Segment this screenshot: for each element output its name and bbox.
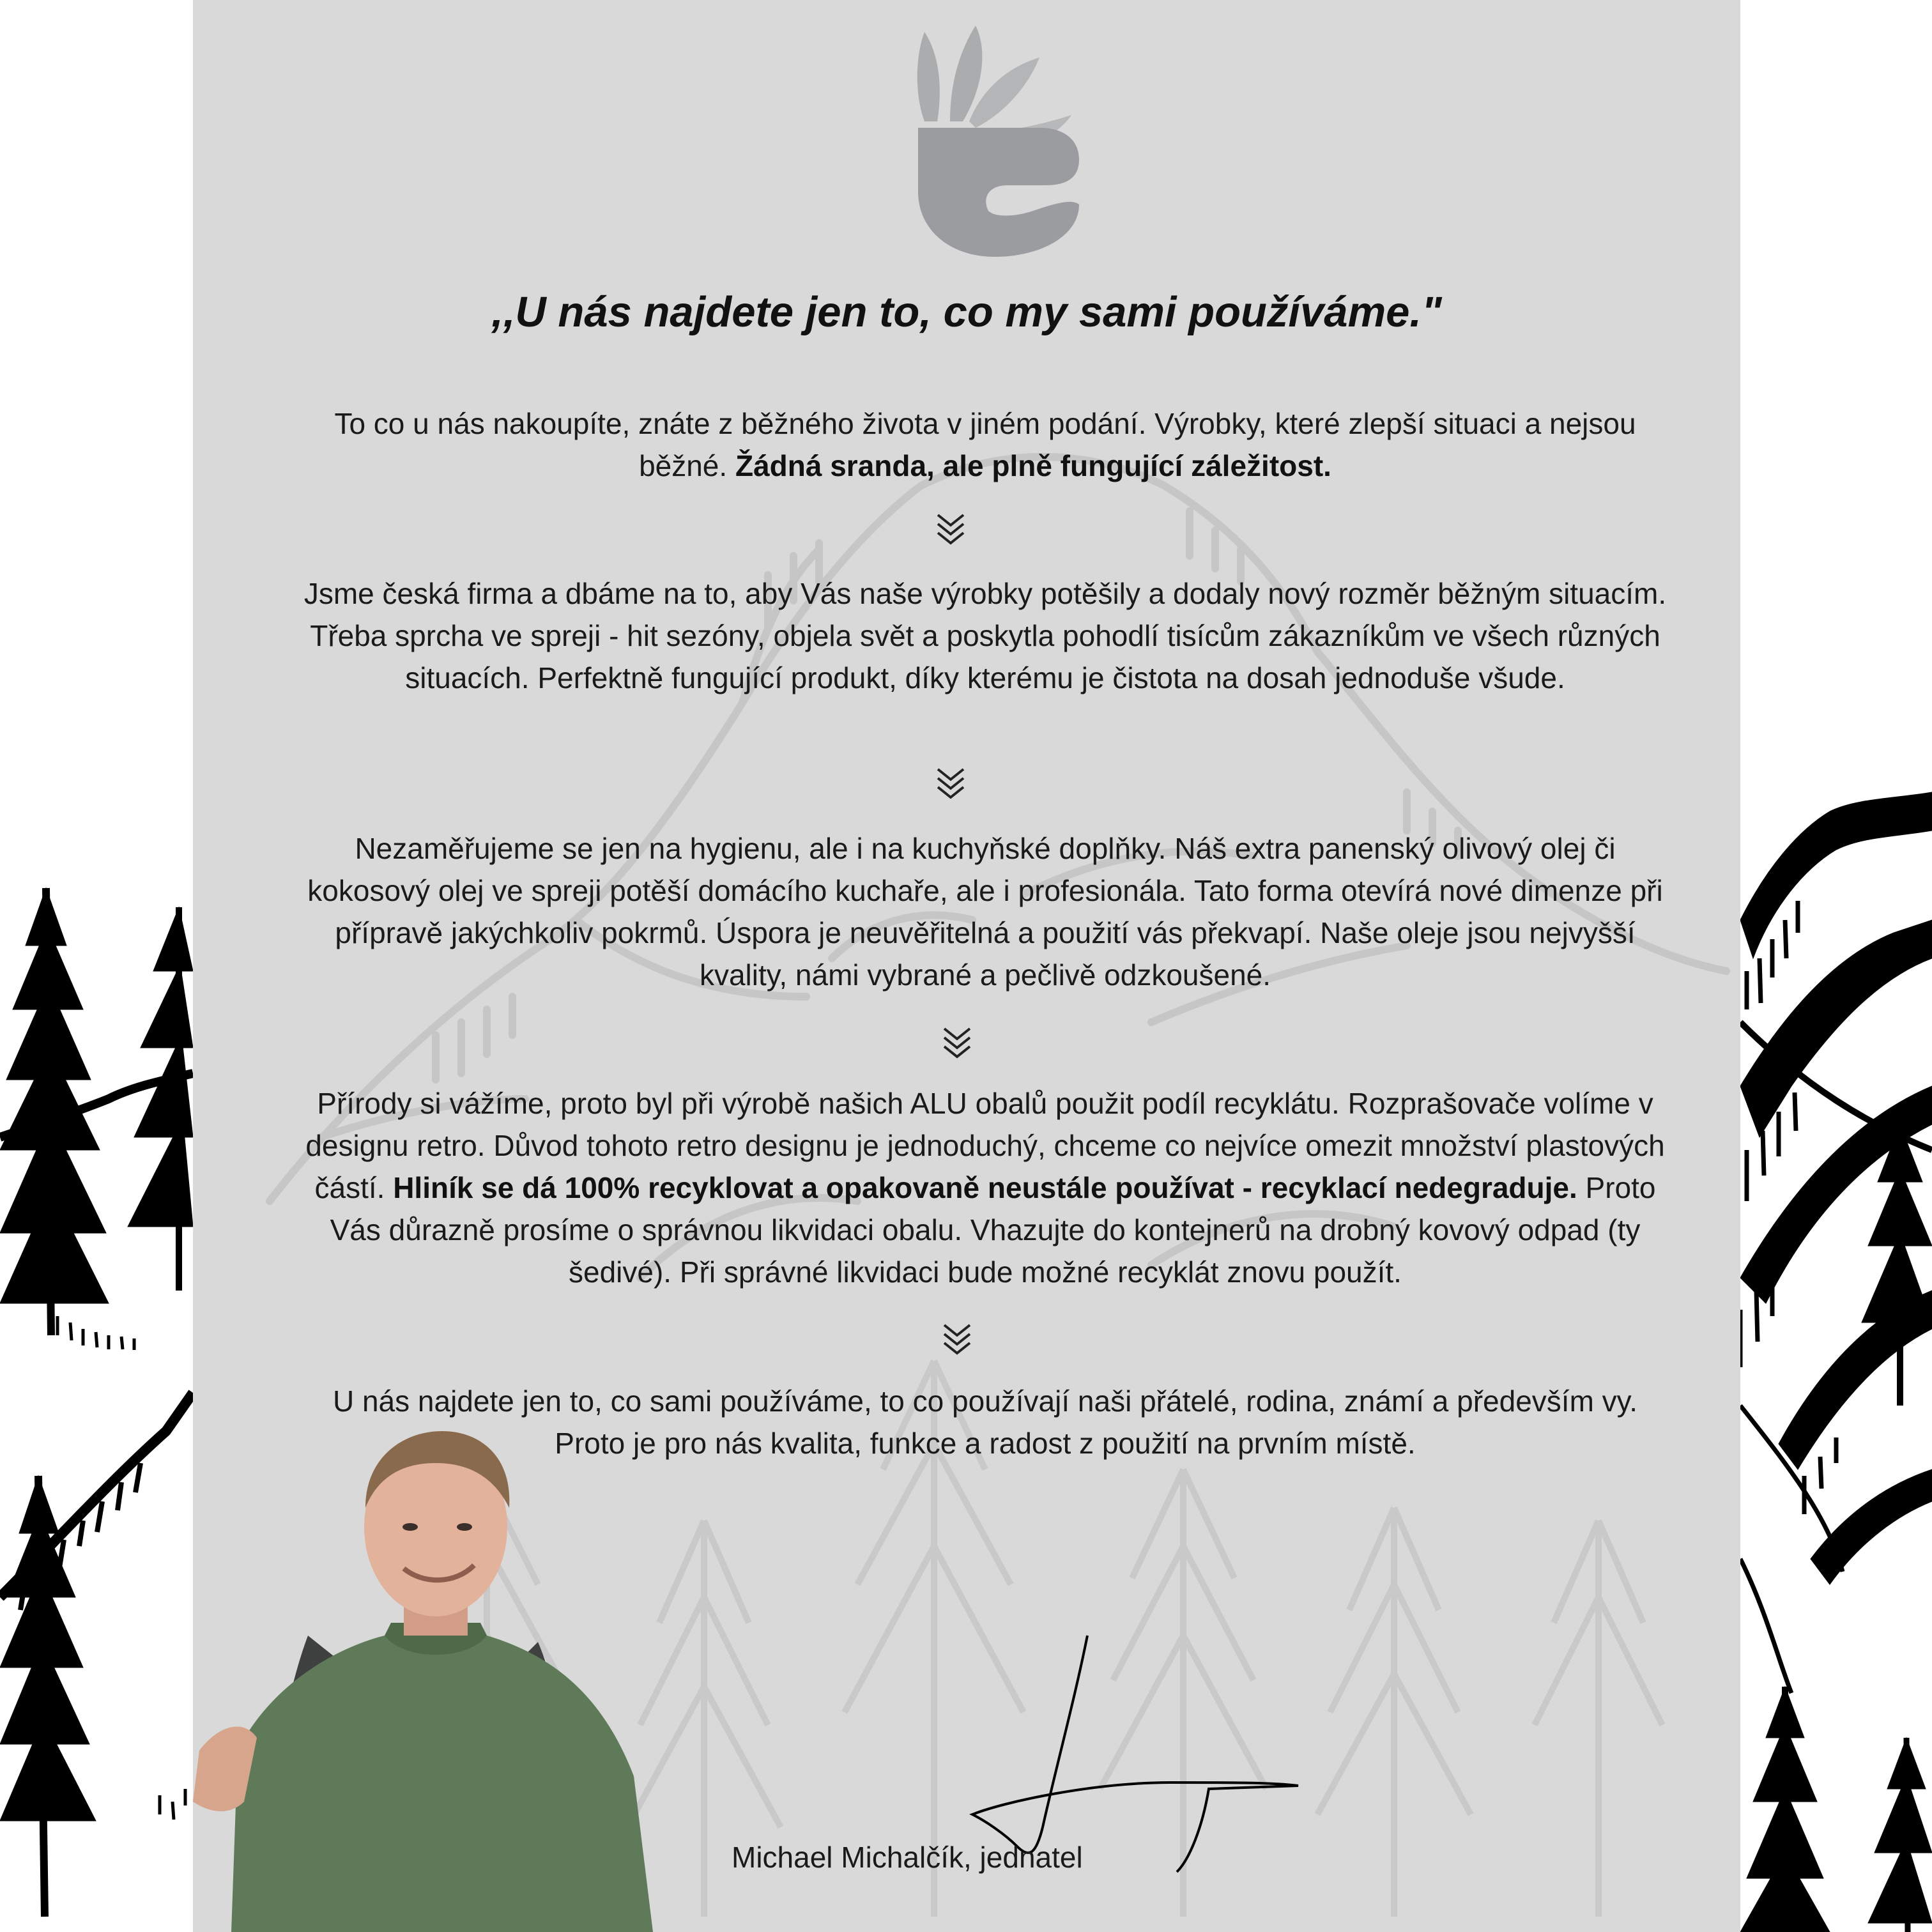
paragraph-recycling-bold: Hliník se dá 100% recyklovat a opakovaně neustále používat - recyklací nedegraduje. — [393, 1171, 1577, 1204]
left-forest-illustration — [0, 0, 193, 1932]
double-chevron-down-icon — [941, 1025, 973, 1061]
paragraph-closing: U nás najdete jen to, co sami používáme, to co používají naši přátelé, rodina, známí a především vy. Proto je pro nás kvalita, funkce a radost z použití na prvním místě. — [332, 1384, 1638, 1460]
paragraph-intro — [302, 402, 1669, 487]
content-panel — [193, 0, 1740, 1932]
left-trees-icon — [0, 0, 193, 1932]
signer-name: Michael Michalčík, jednatel — [732, 1841, 1083, 1874]
double-chevron-down-icon — [941, 1321, 973, 1357]
paragraph-recycling — [302, 1082, 1669, 1293]
paragraph-company: Jsme česká firma a dbáme na to, aby Vás naše výrobky potěšily a dodaly nový rozměr běžným situacím. Třeba sprcha ve spreji - hit sezóny, objela svět a poskytla pohodlí tisícům zákazníkům ve všech různých situacích. Perfektně fungující produkt, díky kterému je čistota na dosah jednoduše všude. — [303, 577, 1667, 694]
hand-logo-icon — [912, 26, 1084, 262]
double-chevron-down-icon — [935, 511, 967, 547]
paragraph-recycling-text-after: Proto Vás důrazně prosíme o správnou likvidaci obalu. Vhazujte do kontejnerů na drobný kovový odpad (ty šedivé). Při správné likvidaci bude možné recyklát znovu použít. — [330, 1171, 1656, 1289]
paragraph-intro-bold: Žádná sranda, ale plně fungující záležitost. — [735, 449, 1331, 482]
paragraph-recycling-text: Přírody si vážíme, proto byl při výrobě našich ALU obalů použit podíl recyklátu. Rozprašovače volíme v designu retro. Důvod tohoto retro designu je jednoduchý, chceme co nejvíce omezit množství plastových částí. — [305, 1087, 1665, 1204]
page-headline: ,,U nás najdete jen to, co my sami používáme." — [491, 288, 1442, 336]
paragraph-kitchen: Nezaměřujeme se jen na hygienu, ale i na kuchyňské doplňky. Náš extra panenský olivový olej či kokosový olej ve spreji potěší domácího kuchaře, ale i profesionála. Tato forma otevírá nové dimenze při přípravě jakýchkoliv pokrmů. Úspora je neuvěřitelná a použití vás překvapí. Naše oleje jsou nejvyšší kvality, námi vybrané a pečlivě odzkoušené. — [307, 832, 1663, 992]
right-mountain-icon — [1740, 0, 1932, 1932]
right-forest-illustration — [1740, 0, 1932, 1932]
double-chevron-down-icon — [935, 765, 967, 801]
paragraph-intro-text: To co u nás nakoupíte, znáte z běžného života v jiném podání. Výrobky, které zlepší situaci a nejsou běžné. — [334, 407, 1636, 482]
founder-photo — [193, 1418, 678, 1932]
